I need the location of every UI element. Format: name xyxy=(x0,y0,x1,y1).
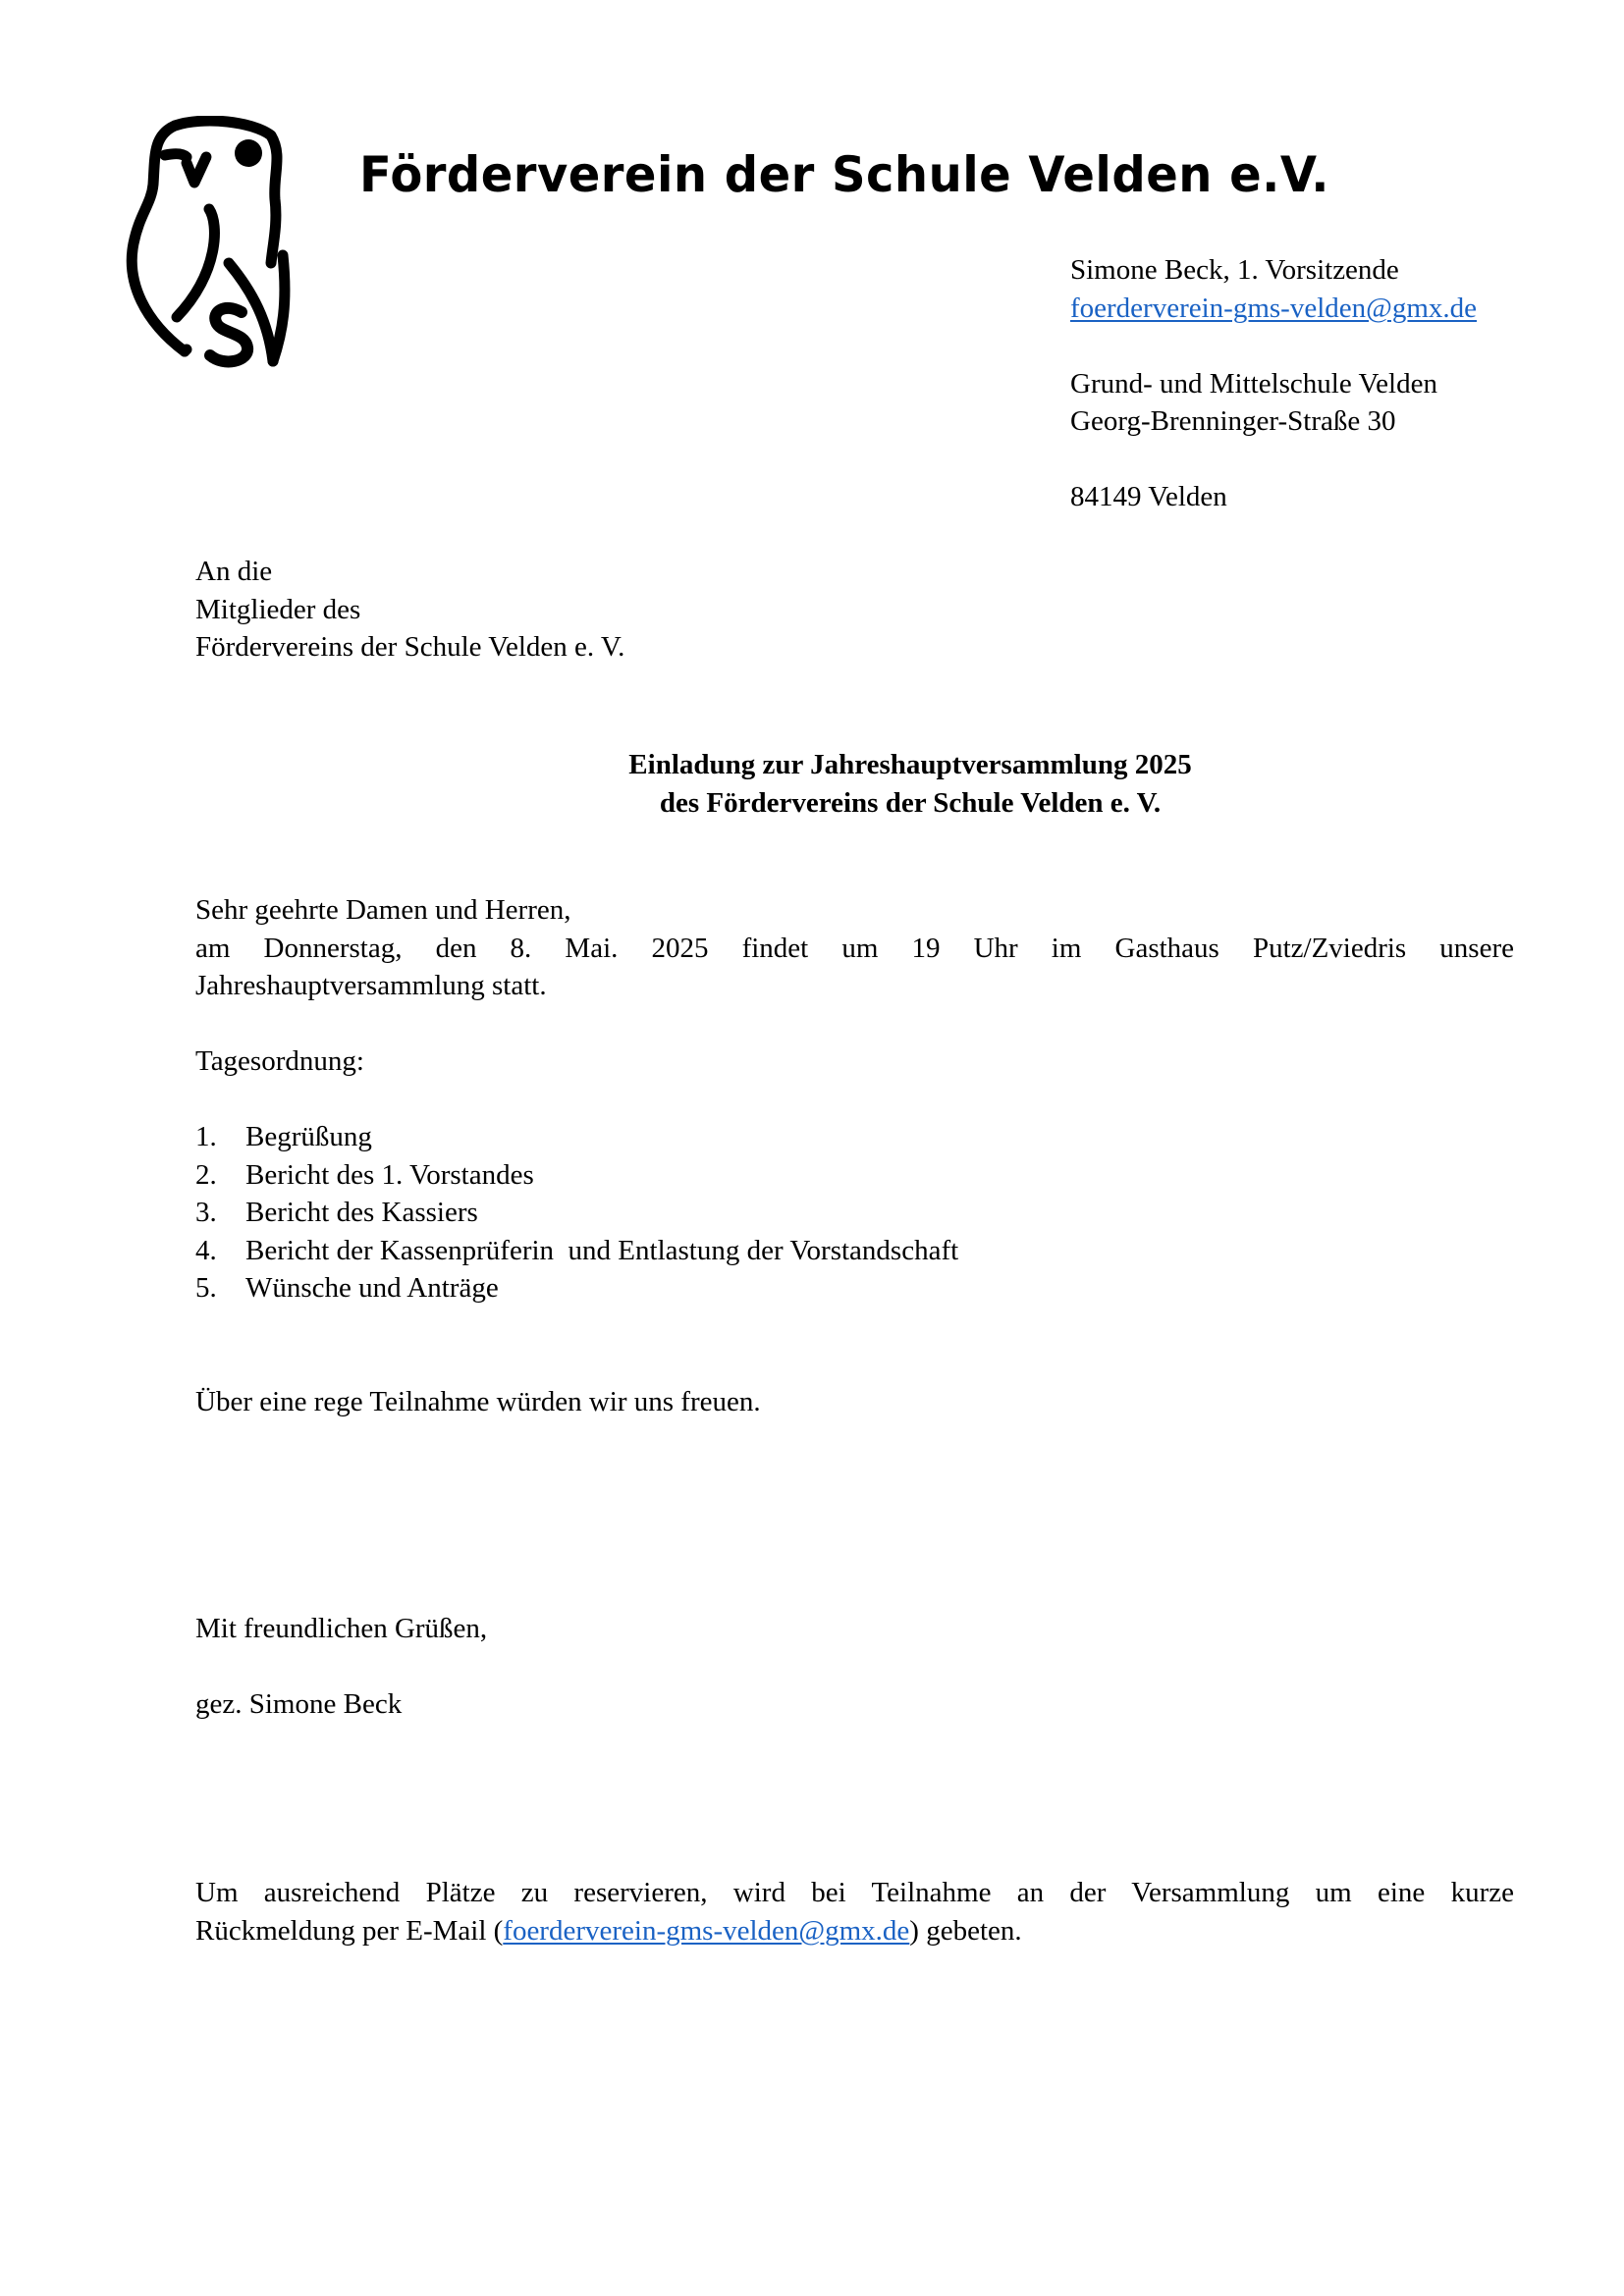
agenda-text: Begrüßung xyxy=(245,1121,372,1152)
sender-block xyxy=(1070,251,1477,516)
rsvp-line-2 xyxy=(195,1912,1514,1950)
sender-street: Georg-Brenninger-Straße 30 xyxy=(1070,405,1396,437)
letter-body xyxy=(195,891,1514,1949)
recipient-line: An die xyxy=(195,556,273,587)
signature: gez. Simone Beck xyxy=(195,1687,403,1720)
agenda-heading: Tagesordnung: xyxy=(195,1045,364,1077)
agenda-list xyxy=(195,1118,1514,1308)
closing: Mit freundlichen Grüßen, xyxy=(195,1612,488,1644)
agenda-number: 5. xyxy=(195,1272,217,1304)
agenda-text: Bericht des Kassiers xyxy=(245,1197,478,1228)
agenda-number: 3. xyxy=(195,1197,217,1228)
participation-text: Über eine rege Teilnahme würden wir uns freuen. xyxy=(195,1385,761,1417)
subject-line-1: Einladung zur Jahreshauptversammlung 2025 xyxy=(628,749,1192,780)
recipient-block xyxy=(195,553,624,667)
subject-line-2: des Fördervereins der Schule Velden e. V. xyxy=(659,786,1162,819)
recipient-line: Mitglieder des xyxy=(195,593,361,625)
agenda-text: Wünsche und Anträge xyxy=(245,1272,499,1304)
agenda-item xyxy=(195,1232,1514,1270)
agenda-text: Bericht der Kassenprüferin und Entlastung der Vorstandschaft xyxy=(245,1234,959,1266)
intro-line-1: am Donnerstag, den 8. Mai. 2025 findet um 19 Uhr im Gasthaus Putz/Zviedris unsere xyxy=(195,932,1514,964)
agenda-item xyxy=(195,1118,1514,1156)
agenda-item xyxy=(195,1156,1514,1195)
agenda-item xyxy=(195,1269,1514,1308)
agenda-text: Bericht des 1. Vorstandes xyxy=(245,1158,534,1191)
subject-heading xyxy=(0,746,1624,822)
sender-name-role: Simone Beck, 1. Vorsitzende xyxy=(1070,254,1399,286)
sender-email-link[interactable]: foerderverein-gms-velden@gmx.de xyxy=(1070,292,1478,324)
agenda-number: 4. xyxy=(195,1234,217,1266)
sender-city: 84149 Velden xyxy=(1070,481,1227,512)
rsvp-prefix: Rückmeldung per E-Mail ( xyxy=(195,1914,504,1947)
sender-school: Grund- und Mittelschule Velden xyxy=(1070,367,1437,400)
agenda-number: 1. xyxy=(195,1121,217,1152)
intro-line-2: Jahreshauptversammlung statt. xyxy=(195,970,547,1001)
agenda-number: 2. xyxy=(195,1158,217,1191)
agenda-item xyxy=(195,1194,1514,1232)
rsvp-email-link[interactable]: foerderverein-gms-velden@gmx.de xyxy=(503,1914,910,1947)
recipient-line: Fördervereins der Schule Velden e. V. xyxy=(195,631,625,663)
rsvp-suffix: ) gebeten. xyxy=(909,1914,1022,1947)
organization-title: Förderverein der Schule Velden e.V. xyxy=(359,146,1329,203)
rsvp-line-1: Um ausreichend Plätze zu reservieren, wird bei Teilnahme an der Versammlung um eine kurze xyxy=(195,1877,1514,1908)
salutation: Sehr geehrte Damen und Herren, xyxy=(195,894,571,926)
owl-logo-icon xyxy=(126,116,312,391)
